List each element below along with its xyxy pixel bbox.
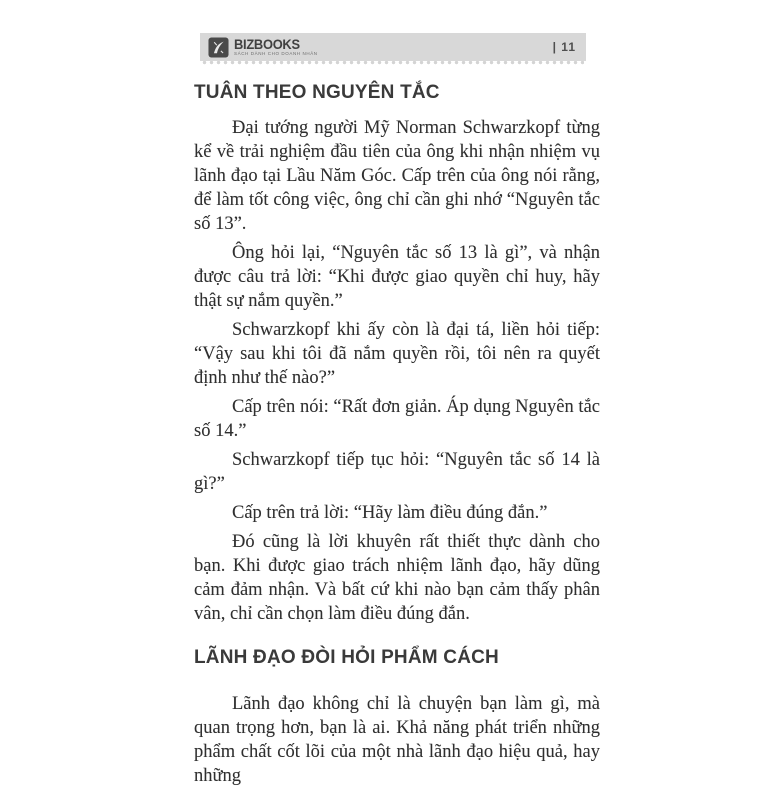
- bizbooks-logo-icon: [208, 37, 229, 58]
- bizbooks-logo-text-wrap: [234, 37, 318, 57]
- paragraph-7: Đó cũng là lời khuyên rất thiết thực dành cho bạn. Khi được giao trách nhiệm lãnh đạo, hãy dũng cảm đảm nhận. Và bất cứ khi nào bạn cảm thấy phân vân, chỉ cần chọn làm điều đúng đắn.: [194, 532, 600, 624]
- page-header: [200, 33, 586, 61]
- page-number: | 11: [552, 40, 576, 54]
- paragraph-3: Schwarzkopf khi ấy còn là đại tá, liền hỏi tiếp: “Vậy sau khi tôi đã nắm quyền rồi, tôi nên ra quyết định như thế nào?”: [194, 320, 600, 388]
- bizbooks-logo: [208, 37, 318, 58]
- paragraph-8: Lãnh đạo không chỉ là chuyện bạn làm gì, mà quan trọng hơn, bạn là ai. Khả năng phát triển những phẩm chất cốt lõi của một nhà lãnh đạo hiệu quả, hay những: [194, 694, 600, 786]
- section-heading-2: LÃNH ĐẠO ĐÒI HỎI PHẨM CÁCH: [194, 647, 499, 668]
- bizbooks-logo-tagline: SÁCH DÀNH CHO DOANH NHÂN: [234, 51, 318, 56]
- paragraph-5: Schwarzkopf tiếp tục hỏi: “Nguyên tắc số 14 là gì?”: [194, 450, 600, 494]
- bizbooks-logo-text: BIZBOOKS: [234, 36, 300, 52]
- page-content-column: [194, 33, 600, 793]
- paragraph-2: Ông hỏi lại, “Nguyên tắc số 13 là gì”, và nhận được câu trả lời: “Khi được giao quyền chỉ huy, hãy thật sự nắm quyền.”: [194, 243, 600, 311]
- paragraph-4: Cấp trên nói: “Rất đơn giản. Áp dụng Nguyên tắc số 14.”: [194, 397, 600, 441]
- section-follow-the-rules: [194, 83, 600, 626]
- paragraph-6: Cấp trên trả lời: “Hãy làm điều đúng đắn.”: [232, 503, 548, 523]
- paragraph-1: Đại tướng người Mỹ Norman Schwarzkopf từng kể về trải nghiệm đầu tiên của ông khi nhận nhiệm vụ lãnh đạo tại Lầu Năm Góc. Cấp trên của ông nói rằng, để làm tốt công việc, ông chỉ cần ghi nhớ “Nguyên tắc số 13”.: [194, 118, 600, 234]
- section-leadership-demands-character: [194, 648, 600, 788]
- section-heading-1: TUÂN THEO NGUYÊN TẮC: [194, 82, 440, 103]
